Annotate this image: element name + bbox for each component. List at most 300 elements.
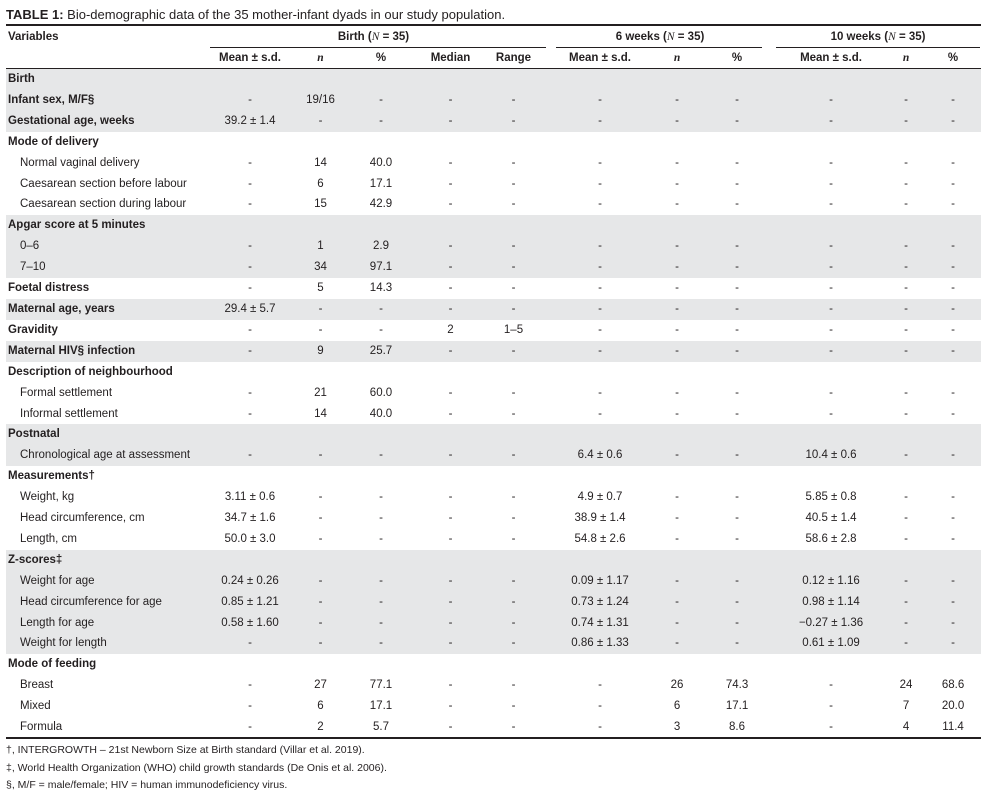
- cell-birth-mean: [202, 424, 298, 445]
- cell-birth-range: -: [511, 721, 516, 734]
- cell-w6-pct: [699, 654, 775, 675]
- cell-w6-pct: -: [699, 633, 775, 654]
- cell-w10-pct: [925, 654, 981, 675]
- cell-w10-pct: -: [925, 445, 981, 466]
- cell-w6-mean: 54.8 ± 2.6: [574, 532, 626, 545]
- column-header-w10-mean: Mean ± s.d.: [800, 52, 862, 64]
- cell-birth-n: 2: [317, 721, 324, 734]
- row-label: Weight for age: [6, 571, 202, 592]
- cell-birth-range: -: [482, 633, 545, 654]
- cell-w10-pct: [925, 424, 981, 445]
- cell-w10-mean: [775, 69, 887, 90]
- birth-group-underline: [210, 47, 546, 48]
- bottom-rule: [6, 737, 981, 739]
- cell-birth-range: [482, 132, 545, 153]
- cell-birth-pct: 17.1: [369, 700, 393, 713]
- 6-weeks-group-underline: [556, 47, 762, 48]
- cell-w6-mean: [545, 654, 655, 675]
- row-label: Foetal distress: [8, 282, 90, 295]
- cell-w10-mean: -: [829, 177, 833, 190]
- cell-birth-mean: -: [202, 236, 298, 257]
- cell-birth-median: -: [448, 491, 453, 504]
- cell-birth-mean: [202, 466, 298, 487]
- cell-w6-mean: [545, 69, 655, 90]
- cell-w6-n: 6: [673, 700, 681, 713]
- cell-w6-n: 3: [673, 721, 681, 734]
- cell-w10-pct: -: [925, 633, 981, 654]
- cell-birth-range: -: [511, 679, 516, 692]
- cell-birth-mean: -: [248, 156, 252, 169]
- cell-birth-mean: 34.7 ± 1.6: [224, 512, 276, 525]
- cell-birth-pct: 2.9: [343, 236, 419, 257]
- cell-w10-mean: −0.27 ± 1.36: [775, 613, 887, 634]
- cell-birth-n: 34: [298, 257, 343, 278]
- row-label: Mixed: [20, 700, 51, 713]
- header-row-groups: [6, 27, 981, 47]
- cell-birth-median: -: [448, 721, 453, 734]
- cell-birth-n: 15: [314, 198, 327, 211]
- cell-w10-n: [887, 550, 925, 571]
- cell-birth-median: -: [419, 445, 482, 466]
- cell-w10-n: -: [904, 177, 908, 190]
- cell-birth-pct: [343, 466, 419, 487]
- cell-birth-n: [298, 215, 343, 236]
- table-row: [6, 613, 981, 634]
- cell-w6-n: -: [655, 633, 699, 654]
- table-row: [6, 194, 981, 215]
- cell-w6-mean: -: [545, 90, 655, 111]
- footnote: §, M/F = male/female; HIV = human immunodeficiency virus.: [6, 779, 288, 791]
- cell-w6-mean: -: [598, 700, 602, 713]
- cell-birth-range: -: [482, 90, 545, 111]
- cell-birth-n: 21: [314, 386, 327, 399]
- cell-birth-mean: 3.11 ± 0.6: [224, 491, 276, 504]
- cell-w6-pct: 74.3: [725, 679, 749, 692]
- cell-birth-pct: -: [343, 445, 419, 466]
- cell-birth-mean: -: [202, 257, 298, 278]
- cell-w6-pct: -: [699, 445, 775, 466]
- cell-birth-n: [298, 132, 343, 153]
- cell-birth-range: -: [482, 111, 545, 132]
- cell-w6-n: -: [655, 90, 699, 111]
- cell-w6-mean: -: [545, 257, 655, 278]
- column-header-birth-mean: Mean ± s.d.: [219, 52, 281, 64]
- table-row: [6, 174, 981, 195]
- cell-birth-median: -: [448, 532, 453, 545]
- cell-birth-mean: -: [248, 679, 252, 692]
- cell-w6-n: -: [655, 613, 699, 634]
- cell-birth-n: -: [298, 592, 343, 613]
- cell-w10-mean: [775, 466, 887, 487]
- cell-birth-median: -: [448, 156, 453, 169]
- cell-w10-n: -: [887, 299, 925, 320]
- cell-birth-range: [482, 424, 545, 445]
- header-group-10-weeks: 10 weeks (N = 35): [830, 31, 926, 43]
- cell-birth-mean: -: [248, 323, 252, 336]
- cell-birth-mean: -: [202, 445, 298, 466]
- cell-birth-range: [482, 215, 545, 236]
- cell-birth-pct: 40.0: [369, 407, 393, 420]
- cell-w10-pct: -: [951, 386, 955, 399]
- row-label: Caesarean section during labour: [20, 198, 187, 211]
- cell-w6-pct: -: [699, 111, 775, 132]
- cell-w10-pct: [925, 215, 981, 236]
- cell-w6-mean: [545, 132, 655, 153]
- cell-w6-n: -: [655, 299, 699, 320]
- cell-w10-mean: -: [829, 721, 833, 734]
- cell-w6-n: -: [675, 198, 679, 211]
- table-row: [6, 257, 981, 278]
- cell-w10-pct: -: [951, 512, 955, 525]
- cell-birth-mean: -: [248, 282, 252, 295]
- table-caption-text: Bio-demographic data of the 35 mother-infant dyads in our study population.: [63, 7, 506, 22]
- table-row: [6, 299, 981, 320]
- cell-birth-mean: [202, 362, 298, 383]
- table-row: [6, 278, 981, 299]
- cell-birth-mean: [202, 654, 298, 675]
- cell-birth-n: -: [298, 445, 343, 466]
- cell-w10-pct: [925, 466, 981, 487]
- cell-w6-n: -: [655, 111, 699, 132]
- cell-w6-n: [655, 424, 699, 445]
- cell-birth-pct: 5.7: [373, 721, 389, 734]
- cell-w6-n: [655, 466, 699, 487]
- cell-birth-n: -: [318, 491, 323, 504]
- cell-w6-pct: [699, 215, 775, 236]
- header-group-birth: Birth (N = 35): [337, 31, 410, 43]
- cell-birth-range: [482, 654, 545, 675]
- cell-w10-mean: -: [775, 299, 887, 320]
- cell-birth-n: 27: [314, 679, 327, 692]
- cell-w10-mean: -: [829, 386, 833, 399]
- cell-w6-mean: -: [598, 679, 602, 692]
- cell-w6-pct: -: [735, 491, 739, 504]
- cell-birth-mean: 39.2 ± 1.4: [202, 111, 298, 132]
- table-row: [6, 132, 981, 153]
- cell-w6-mean: [545, 550, 655, 571]
- cell-birth-median: -: [419, 633, 482, 654]
- cell-w6-mean: 0.86 ± 1.33: [545, 633, 655, 654]
- cell-w6-pct: [699, 132, 775, 153]
- cell-w10-n: -: [904, 156, 908, 169]
- table-row: [6, 633, 981, 654]
- cell-birth-pct: -: [379, 532, 383, 545]
- table-row: [6, 466, 981, 487]
- cell-w6-mean: 0.09 ± 1.17: [545, 571, 655, 592]
- cell-w10-n: [887, 466, 925, 487]
- cell-w6-mean: [545, 215, 655, 236]
- cell-w6-n: -: [675, 282, 679, 295]
- cell-w10-mean: 58.6 ± 2.8: [805, 532, 857, 545]
- row-label: Infant sex, M/F§: [6, 90, 202, 111]
- cell-w10-n: [887, 215, 925, 236]
- table-row: [6, 696, 981, 717]
- cell-w10-pct: -: [951, 491, 955, 504]
- cell-birth-pct: [343, 362, 419, 383]
- cell-birth-range: -: [511, 198, 516, 211]
- cell-w10-n: -: [887, 111, 925, 132]
- table-row: [6, 675, 981, 696]
- cell-birth-mean: [202, 215, 298, 236]
- row-label: Measurements†: [8, 470, 95, 483]
- cell-w6-n: -: [675, 386, 679, 399]
- row-label: Mode of feeding: [8, 658, 97, 671]
- cell-birth-range: [482, 362, 545, 383]
- cell-birth-mean: -: [248, 721, 252, 734]
- table-row: [6, 90, 981, 111]
- row-label: 0–6: [6, 236, 202, 257]
- cell-birth-median: -: [448, 512, 453, 525]
- cell-w6-n: -: [655, 257, 699, 278]
- cell-birth-mean: -: [248, 386, 252, 399]
- row-label: Length, cm: [20, 532, 77, 545]
- cell-w10-n: 24: [899, 679, 913, 692]
- cell-w10-mean: 10.4 ± 0.6: [775, 445, 887, 466]
- cell-birth-n: -: [318, 323, 323, 336]
- row-label: Normal vaginal delivery: [20, 156, 140, 169]
- cell-birth-mean: -: [202, 90, 298, 111]
- cell-w10-pct: -: [925, 341, 981, 362]
- cell-w10-pct: 11.4: [942, 721, 964, 734]
- cell-w10-n: -: [904, 491, 908, 504]
- cell-w10-pct: [925, 69, 981, 90]
- cell-w6-n: -: [675, 407, 679, 420]
- row-label: Gestational age, weeks: [6, 111, 202, 132]
- cell-birth-range: -: [482, 571, 545, 592]
- table-row: [6, 529, 981, 550]
- cell-birth-median: [419, 550, 482, 571]
- cell-w10-mean: -: [775, 90, 887, 111]
- cell-birth-median: [419, 69, 482, 90]
- cell-birth-mean: 0.85 ± 1.21: [202, 592, 298, 613]
- cell-w6-mean: -: [545, 341, 655, 362]
- cell-w6-pct: -: [699, 613, 775, 634]
- column-header-birth-median: Median: [430, 52, 471, 64]
- cell-w6-n: [655, 69, 699, 90]
- cell-w10-mean: 0.12 ± 1.16: [775, 571, 887, 592]
- row-label: Birth: [6, 69, 202, 90]
- cell-w6-pct: [699, 362, 775, 383]
- cell-birth-median: -: [419, 592, 482, 613]
- cell-w10-pct: -: [925, 299, 981, 320]
- column-header-w6-n: n: [673, 52, 681, 64]
- cell-birth-n: -: [318, 512, 323, 525]
- cell-birth-pct: -: [343, 633, 419, 654]
- cell-birth-mean: 29.4 ± 5.7: [202, 299, 298, 320]
- row-label: Postnatal: [6, 424, 202, 445]
- table-row: [6, 383, 981, 404]
- cell-birth-range: -: [482, 613, 545, 634]
- cell-birth-mean: -: [202, 633, 298, 654]
- row-label: 7–10: [6, 257, 202, 278]
- cell-w6-pct: -: [699, 341, 775, 362]
- cell-birth-pct: -: [343, 299, 419, 320]
- cell-w10-pct: -: [951, 282, 955, 295]
- cell-w10-mean: -: [829, 323, 833, 336]
- cell-birth-n: 1: [298, 236, 343, 257]
- table-row: [6, 487, 981, 508]
- cell-birth-range: -: [511, 407, 516, 420]
- row-label: Z-scores‡: [6, 550, 202, 571]
- header-variables: Variables: [8, 31, 59, 43]
- table-row: [6, 215, 981, 236]
- cell-w10-n: -: [887, 445, 925, 466]
- cell-birth-pct: 14.3: [369, 282, 393, 295]
- data-table: [6, 27, 981, 738]
- cell-w10-n: 4: [902, 721, 910, 734]
- cell-w10-pct: [925, 362, 981, 383]
- cell-w10-mean: -: [775, 341, 887, 362]
- cell-birth-pct: -: [343, 90, 419, 111]
- cell-w10-mean: -: [775, 236, 887, 257]
- cell-w6-mean: [545, 424, 655, 445]
- cell-w10-mean: -: [829, 407, 833, 420]
- cell-birth-n: 14: [314, 407, 327, 420]
- cell-birth-pct: 40.0: [369, 156, 393, 169]
- cell-w10-pct: -: [925, 613, 981, 634]
- header-blank: [6, 47, 202, 69]
- cell-birth-range: [482, 466, 545, 487]
- cell-birth-mean: [202, 550, 298, 571]
- row-label: Apgar score at 5 minutes: [6, 215, 202, 236]
- header-row-columns: [6, 47, 981, 69]
- cell-w10-n: -: [887, 613, 925, 634]
- cell-w10-pct: -: [925, 571, 981, 592]
- column-header-birth-pct: %: [375, 52, 387, 64]
- cell-birth-median: -: [419, 111, 482, 132]
- cell-birth-n: -: [298, 613, 343, 634]
- cell-w10-pct: -: [925, 592, 981, 613]
- cell-w10-n: -: [904, 198, 908, 211]
- cell-birth-n: -: [298, 299, 343, 320]
- cell-birth-pct: [343, 550, 419, 571]
- cell-birth-n: 9: [298, 341, 343, 362]
- header-group-6-weeks: 6 weeks (N = 35): [615, 31, 705, 43]
- cell-birth-range: -: [511, 386, 516, 399]
- cell-birth-pct: 25.7: [343, 341, 419, 362]
- cell-birth-n: 5: [317, 282, 324, 295]
- cell-birth-mean: -: [248, 198, 252, 211]
- cell-w6-pct: [699, 69, 775, 90]
- cell-birth-pct: [343, 424, 419, 445]
- row-label: Length for age: [6, 613, 202, 634]
- cell-w6-n: [655, 215, 699, 236]
- cell-w6-mean: -: [598, 156, 602, 169]
- cell-birth-n: [298, 654, 343, 675]
- cell-birth-median: -: [448, 386, 453, 399]
- cell-birth-median: -: [419, 299, 482, 320]
- cell-birth-pct: [343, 69, 419, 90]
- table-row: [6, 153, 981, 174]
- cell-birth-pct: -: [379, 491, 383, 504]
- cell-birth-pct: 42.9: [369, 198, 393, 211]
- cell-birth-median: -: [448, 407, 453, 420]
- cell-w6-pct: 8.6: [729, 721, 746, 734]
- cell-birth-range: -: [482, 299, 545, 320]
- cell-birth-mean: [202, 132, 298, 153]
- cell-w6-pct: -: [735, 177, 739, 190]
- cell-w6-n: [655, 362, 699, 383]
- column-header-w10-n: n: [902, 52, 910, 64]
- table-body: [6, 27, 981, 738]
- row-label: Weight, kg: [20, 491, 75, 504]
- cell-w6-mean: 6.4 ± 0.6: [545, 445, 655, 466]
- cell-w6-pct: -: [735, 156, 739, 169]
- cell-w10-mean: 40.5 ± 1.4: [805, 512, 857, 525]
- cell-w10-mean: 0.98 ± 1.14: [775, 592, 887, 613]
- cell-birth-n: -: [298, 111, 343, 132]
- table-row: [6, 508, 981, 529]
- cell-birth-range: 1–5: [503, 323, 524, 336]
- cell-w6-mean: [545, 466, 655, 487]
- cell-w6-n: -: [675, 532, 679, 545]
- cell-birth-range: -: [511, 512, 516, 525]
- cell-w6-pct: -: [699, 592, 775, 613]
- table-caption-label: TABLE 1:: [6, 7, 64, 22]
- row-label: Head circumference, cm: [20, 512, 145, 525]
- cell-w10-mean: -: [829, 282, 833, 295]
- cell-w10-mean: [775, 654, 887, 675]
- cell-birth-median: [419, 424, 482, 445]
- column-header-w6-pct: %: [731, 52, 743, 64]
- cell-w6-n: [655, 132, 699, 153]
- cell-w10-mean: [775, 215, 887, 236]
- cell-w10-n: -: [887, 571, 925, 592]
- cell-w6-pct: -: [735, 198, 739, 211]
- cell-w10-n: [887, 424, 925, 445]
- table-row: [6, 424, 981, 445]
- column-header-birth-range: Range: [495, 52, 532, 64]
- cell-w6-pct: -: [699, 299, 775, 320]
- cell-w6-mean: 4.9 ± 0.7: [577, 491, 623, 504]
- cell-w10-mean: -: [775, 257, 887, 278]
- 10-weeks-group-underline: [776, 47, 980, 48]
- cell-birth-pct: 17.1: [369, 177, 393, 190]
- cell-birth-pct: -: [343, 613, 419, 634]
- cell-w6-mean: [545, 362, 655, 383]
- cell-w6-mean: -: [598, 198, 602, 211]
- cell-w6-mean: 38.9 ± 1.4: [574, 512, 626, 525]
- cell-w10-pct: -: [925, 111, 981, 132]
- cell-w10-mean: 0.61 ± 1.09: [775, 633, 887, 654]
- cell-w6-n: -: [655, 236, 699, 257]
- table-row: [6, 69, 981, 90]
- cell-birth-range: -: [482, 236, 545, 257]
- cell-birth-pct: -: [343, 111, 419, 132]
- table-row: [6, 654, 981, 675]
- cell-w10-pct: -: [951, 156, 955, 169]
- row-label: Maternal HIV§ infection: [6, 341, 202, 362]
- cell-birth-pct: 77.1: [369, 679, 393, 692]
- cell-w10-n: -: [887, 236, 925, 257]
- cell-birth-range: -: [482, 257, 545, 278]
- cell-birth-pct: [343, 215, 419, 236]
- cell-birth-mean: -: [248, 407, 252, 420]
- cell-birth-median: -: [419, 236, 482, 257]
- cell-birth-median: -: [419, 257, 482, 278]
- cell-birth-pct: [343, 654, 419, 675]
- cell-w6-mean: -: [598, 407, 602, 420]
- cell-w6-pct: -: [735, 386, 739, 399]
- cell-birth-pct: -: [343, 571, 419, 592]
- cell-birth-range: -: [511, 491, 516, 504]
- cell-w10-pct: -: [951, 532, 955, 545]
- cell-birth-range: -: [482, 445, 545, 466]
- cell-w6-n: [655, 550, 699, 571]
- cell-w10-n: -: [887, 592, 925, 613]
- cell-birth-median: -: [419, 341, 482, 362]
- cell-w10-mean: 5.85 ± 0.8: [805, 491, 857, 504]
